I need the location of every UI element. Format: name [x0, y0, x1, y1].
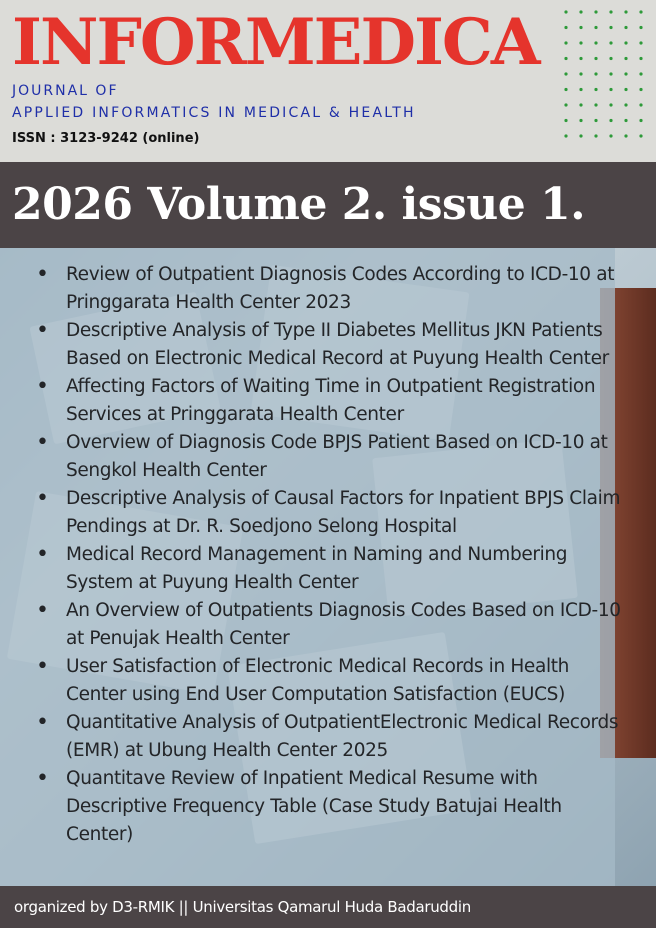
dot: [639, 119, 642, 122]
dot: [579, 103, 582, 106]
dot: [624, 41, 627, 44]
dot: [564, 88, 567, 91]
dot: [639, 72, 642, 75]
dot: [564, 57, 567, 60]
cover-header: [0, 0, 656, 162]
cover-footer: [0, 886, 656, 928]
dot-grid-decoration: [560, 6, 650, 146]
dot: [609, 26, 612, 29]
dot: [564, 41, 567, 44]
article-item: • Review of Outpatient Diagnosis Codes According to ICD-10 at Pringgarata Health Center 2023: [66, 261, 626, 317]
dot: [594, 10, 597, 13]
dot: [609, 10, 612, 13]
dot: [594, 119, 597, 122]
dot: [579, 41, 582, 44]
dot: [639, 134, 642, 137]
dot: [639, 41, 642, 44]
dot: [639, 26, 642, 29]
article-list-panel: [0, 248, 621, 886]
dot: [564, 119, 567, 122]
dot: [639, 57, 642, 60]
dot: [564, 26, 567, 29]
article-item: • An Overview of Outpatients Diagnosis Codes Based on ICD-10 at Penujak Health Center: [66, 597, 626, 653]
journal-subtitle-line1: JOURNAL OF: [12, 83, 119, 99]
dot: [624, 103, 627, 106]
article-item: • Quantitave Review of Inpatient Medical Resume with Descriptive Frequency Table (Case Study Batujai Health Center): [66, 765, 626, 849]
dot: [609, 88, 612, 91]
dot: [564, 134, 567, 137]
cover-background-photo: [0, 248, 656, 886]
dot: [609, 103, 612, 106]
article-item: • Quantitative Analysis of OutpatientElectronic Medical Records (EMR) at Ubung Health Center 2025: [66, 709, 626, 765]
dot: [639, 103, 642, 106]
dot: [624, 26, 627, 29]
dot: [624, 72, 627, 75]
dot: [594, 134, 597, 137]
dot: [594, 41, 597, 44]
article-item: • Medical Record Management in Naming and Numbering System at Puyung Health Center: [66, 541, 626, 597]
article-list: [0, 261, 626, 849]
dot: [594, 72, 597, 75]
dot: [594, 88, 597, 91]
issue-band: [0, 162, 656, 248]
article-item: • Affecting Factors of Waiting Time in Outpatient Registration Services at Pringgarata Health Center: [66, 373, 626, 429]
dot: [639, 10, 642, 13]
dot: [609, 72, 612, 75]
dot: [624, 88, 627, 91]
dot: [639, 88, 642, 91]
journal-title: INFORMEDICA: [12, 5, 539, 80]
dot: [579, 57, 582, 60]
dot: [564, 10, 567, 13]
dot: [624, 57, 627, 60]
dot: [579, 88, 582, 91]
dot: [579, 10, 582, 13]
article-item: • Descriptive Analysis of Causal Factors for Inpatient BPJS Claim Pendings at Dr. R. Soedjono Selong Hospital: [66, 485, 626, 541]
article-item: • User Satisfaction of Electronic Medical Records in Health Center using End User Computation Satisfaction (EUCS): [66, 653, 626, 709]
dot: [564, 103, 567, 106]
dot: [594, 57, 597, 60]
dot: [609, 41, 612, 44]
dot: [579, 26, 582, 29]
article-item: • Descriptive Analysis of Type II Diabetes Mellitus JKN Patients Based on Electronic Medical Record at Puyung Health Center: [66, 317, 626, 373]
journal-subtitle-line2: APPLIED INFORMATICS IN MEDICAL & HEALTH: [12, 105, 416, 121]
dot: [609, 57, 612, 60]
journal-issn: ISSN : 3123-9242 (online): [12, 131, 200, 146]
dot: [609, 134, 612, 137]
dot: [624, 134, 627, 137]
footer-text: organized by D3-RMIK || Universitas Qamarul Huda Badaruddin: [14, 898, 471, 916]
dot: [594, 26, 597, 29]
dot: [579, 72, 582, 75]
dot: [609, 119, 612, 122]
dot: [624, 119, 627, 122]
dot: [579, 134, 582, 137]
article-item: • Overview of Diagnosis Code BPJS Patient Based on ICD-10 at Sengkol Health Center: [66, 429, 626, 485]
issue-label: 2026 Volume 2. issue 1.: [12, 179, 586, 230]
dot: [564, 72, 567, 75]
dot: [579, 119, 582, 122]
dot: [594, 103, 597, 106]
dot: [624, 10, 627, 13]
